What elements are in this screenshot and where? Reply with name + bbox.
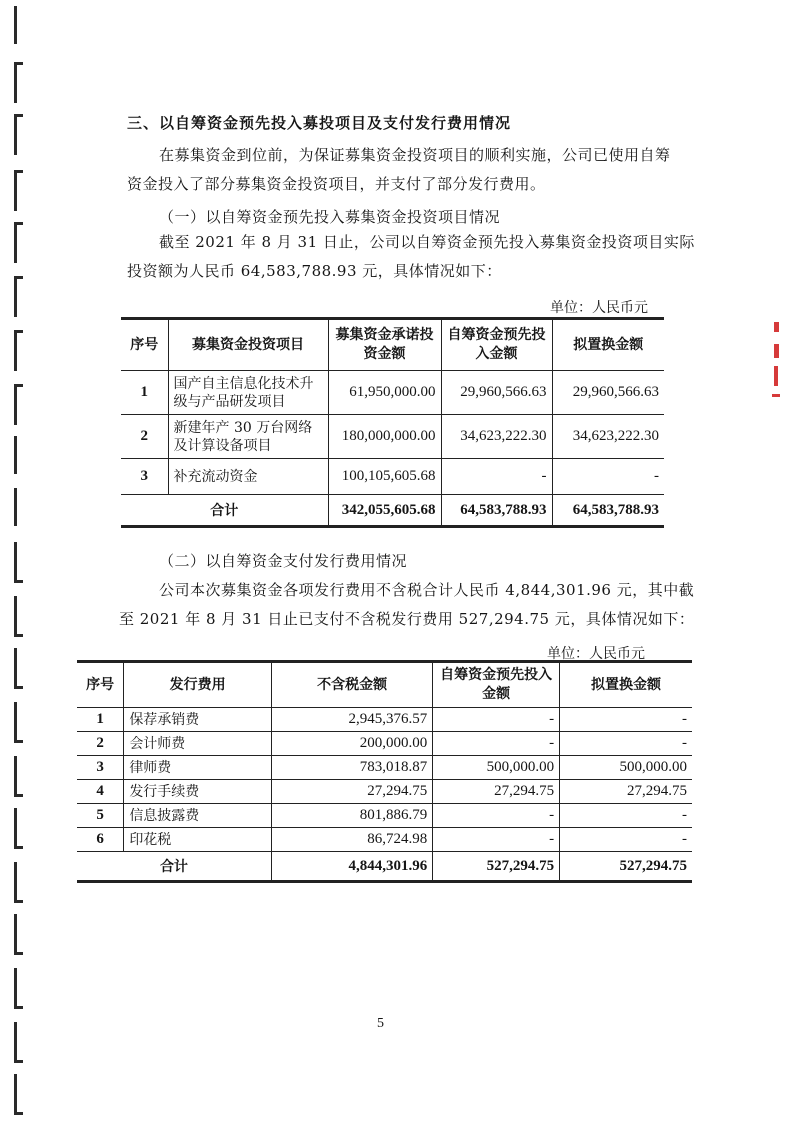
- row-number: 5: [77, 804, 124, 828]
- self-funded-amount: 29,960,566.63: [441, 371, 552, 415]
- header-cell: 自筹资金预先投入金额: [433, 662, 560, 708]
- total-label: 合计: [121, 495, 328, 527]
- intro-line-1: 在募集资金到位前，为保证募集资金投资项目的顺利实施，公司已使用自筹: [159, 146, 671, 164]
- self-funded-amount: -: [433, 804, 560, 828]
- binding-mark: [14, 114, 23, 155]
- fee-name: 印花税: [124, 828, 272, 852]
- committed-amount: 61,950,000.00: [328, 371, 441, 415]
- part1-unit: 单位：人民币元: [550, 300, 648, 316]
- total-committed: 342,055,605.68: [328, 495, 441, 527]
- replace-amount: -: [552, 459, 664, 495]
- part1-line-1: 截至 2021 年 8 月 31 日止，公司以自筹资金预先投入募集资金投资项目实际: [159, 233, 695, 251]
- total-replace: 527,294.75: [560, 852, 692, 882]
- fee-amount: 783,018.87: [271, 756, 432, 780]
- part2-line-2: 至 2021 年 8 月 31 日止已支付不含税发行费用 527,294.75 元，具体情况如下：: [119, 610, 695, 628]
- binding-mark: [14, 1074, 23, 1115]
- fee-name: 发行手续费: [124, 780, 272, 804]
- binding-mark: [14, 702, 23, 743]
- table-row: [77, 780, 692, 804]
- self-funded-amount: 500,000.00: [433, 756, 560, 780]
- table-row: [77, 732, 692, 756]
- fee-name: 保荐承销费: [124, 708, 272, 732]
- self-funded-amount: 34,623,222.30: [441, 415, 552, 459]
- fee-amount: 200,000.00: [271, 732, 432, 756]
- row-number: 2: [77, 732, 124, 756]
- binding-mark: [14, 596, 23, 637]
- replace-amount: 34,623,222.30: [552, 415, 664, 459]
- self-funded-amount: 27,294.75: [433, 780, 560, 804]
- total-replace: 64,583,788.93: [552, 495, 664, 527]
- header-cell: 序号: [77, 662, 124, 708]
- project-name: 补充流动资金: [168, 459, 328, 495]
- header-cell: 序号: [121, 319, 168, 371]
- self-funded-amount: -: [433, 708, 560, 732]
- header-cell: 募集资金投资项目: [168, 319, 328, 371]
- binding-mark: [14, 756, 23, 797]
- binding-mark: [14, 170, 23, 211]
- row-number: 3: [121, 459, 168, 495]
- part2-line-1: 公司本次募集资金各项发行费用不含税合计人民币 4,844,301.96 元，其中截: [159, 581, 695, 599]
- binding-mark: [14, 384, 23, 425]
- fee-amount: 86,724.98: [271, 828, 432, 852]
- self-funded-amount: -: [433, 732, 560, 756]
- header-cell: 拟置换金额: [552, 319, 664, 371]
- binding-mark: [14, 914, 23, 955]
- replace-amount: -: [560, 708, 692, 732]
- total-row: [77, 852, 692, 882]
- intro-line-2: 资金投入了部分募集资金投资项目，并支付了部分发行费用。: [127, 175, 546, 193]
- table-row: [77, 828, 692, 852]
- replace-amount: -: [560, 732, 692, 756]
- project-name: 国产自主信息化技术升级与产品研发项目: [168, 371, 328, 415]
- binding-mark: [14, 648, 23, 689]
- binding-mark: [14, 222, 23, 263]
- binding-mark: [14, 62, 23, 103]
- replace-amount: 29,960,566.63: [552, 371, 664, 415]
- project-name: 新建年产 30 万台网络及计算设备项目: [168, 415, 328, 459]
- committed-amount: 100,105,605.68: [328, 459, 441, 495]
- fee-amount: 801,886.79: [271, 804, 432, 828]
- fee-name: 会计师费: [124, 732, 272, 756]
- row-number: 1: [121, 371, 168, 415]
- table-row: [121, 371, 664, 415]
- table-row: [77, 708, 692, 732]
- page-number: 5: [377, 1016, 384, 1031]
- total-amount: 4,844,301.96: [271, 852, 432, 882]
- committed-amount: 180,000,000.00: [328, 415, 441, 459]
- binding-mark: [14, 542, 23, 583]
- self-funded-amount: -: [433, 828, 560, 852]
- table-row: [121, 415, 664, 459]
- section-title: 三、以自筹资金预先投入募投项目及支付发行费用情况: [127, 114, 512, 132]
- self-funded-amount: -: [441, 459, 552, 495]
- binding-mark: [14, 808, 23, 849]
- table-row: [77, 804, 692, 828]
- binding-edge-marks: [14, 0, 30, 1123]
- part1-line-2: 投资额为人民币 64,583,788.93 元，具体情况如下：: [127, 262, 502, 280]
- binding-mark: [14, 968, 23, 1009]
- table-row: [121, 459, 664, 495]
- header-cell: 拟置换金额: [560, 662, 692, 708]
- binding-mark: [14, 330, 23, 371]
- seam-stamp-fragment: [770, 322, 784, 402]
- row-number: 3: [77, 756, 124, 780]
- binding-mark: [14, 862, 23, 903]
- binding-mark: [14, 276, 23, 317]
- row-number: 4: [77, 780, 124, 804]
- binding-mark: [14, 6, 23, 44]
- binding-mark: [14, 436, 23, 474]
- table-header-row: [121, 319, 664, 371]
- fee-amount: 2,945,376.57: [271, 708, 432, 732]
- replace-amount: 500,000.00: [560, 756, 692, 780]
- binding-mark: [14, 488, 23, 526]
- row-number: 6: [77, 828, 124, 852]
- total-label: 合计: [77, 852, 271, 882]
- total-self-funded: 64,583,788.93: [441, 495, 552, 527]
- table-header-row: [77, 662, 692, 708]
- row-number: 1: [77, 708, 124, 732]
- fee-name: 律师费: [124, 756, 272, 780]
- header-cell: 发行费用: [124, 662, 272, 708]
- table-row: [77, 756, 692, 780]
- fee-amount: 27,294.75: [271, 780, 432, 804]
- total-row: [121, 495, 664, 527]
- row-number: 2: [121, 415, 168, 459]
- replace-amount: -: [560, 804, 692, 828]
- replace-amount: -: [560, 828, 692, 852]
- fee-name: 信息披露费: [124, 804, 272, 828]
- part2-title: （二）以自筹资金支付发行费用情况: [159, 552, 408, 570]
- header-cell: 不含税金额: [271, 662, 432, 708]
- header-cell: 募集资金承诺投资金额: [328, 319, 441, 371]
- total-self-funded: 527,294.75: [433, 852, 560, 882]
- replace-amount: 27,294.75: [560, 780, 692, 804]
- issuance-fees-table: [77, 660, 692, 883]
- self-funded-projects-table: [121, 317, 664, 528]
- binding-mark: [14, 1022, 23, 1063]
- part2-unit: 单位：人民币元: [547, 646, 645, 662]
- header-cell: 自筹资金预先投入金额: [441, 319, 552, 371]
- part1-title: （一）以自筹资金预先投入募集资金投资项目情况: [159, 208, 501, 226]
